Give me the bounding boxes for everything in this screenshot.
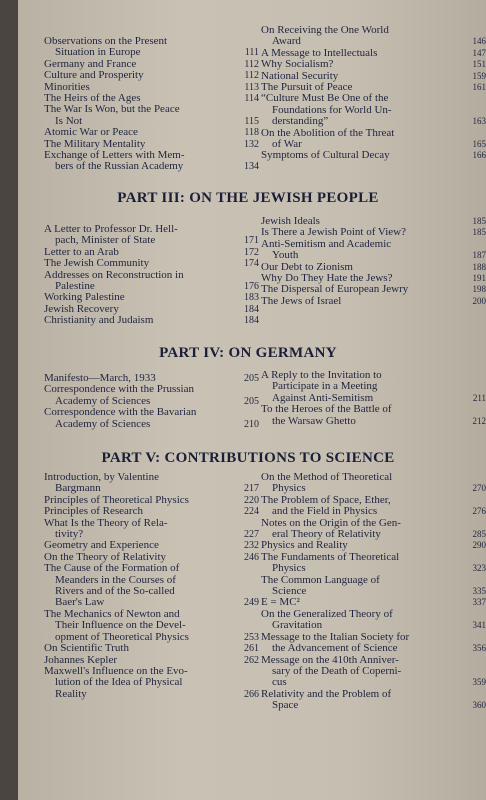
toc-entry-page-number: 249	[244, 597, 259, 609]
toc-entry	[44, 643, 259, 654]
toc-entry	[44, 315, 259, 326]
toc-entry-title: To the Heroes of the Battle of the Warsaw Ghetto	[261, 403, 392, 427]
toc-entry	[261, 370, 486, 404]
toc-entry	[261, 575, 486, 598]
toc-entry-title: The Cause of the Formation of Meanders in the Courses of Rivers and of the So-called Baer's Law	[44, 562, 180, 609]
toc-entry	[261, 25, 486, 48]
toc-entry-page-number: 212	[472, 415, 486, 426]
toc-entry-page-number: 134	[244, 161, 259, 173]
toc-entry-title: “Culture Must Be One of the Foundations for World Un- derstanding”	[261, 92, 392, 128]
toc-entry-title: Relativity and the Problem of Space	[261, 687, 392, 712]
toc-entry-title: A Message to Intellectuals	[261, 46, 378, 59]
toc-entry-page-number: 270	[472, 483, 486, 494]
toc-entry-page-number: 176	[244, 281, 259, 293]
toc-entry-page-number: 114	[244, 93, 259, 105]
toc-entry-title: Physics and Reality	[261, 539, 348, 552]
toc-column-left	[44, 373, 259, 430]
toc-entry-title: Jewish Recovery	[44, 302, 119, 315]
toc-entry-title: Minorities	[44, 80, 90, 93]
toc-entry	[44, 104, 259, 127]
toc-entry-title: Correspondence with the Bavarian Academy of Sciences	[44, 406, 197, 430]
toc-entry-page-number: 165	[472, 139, 486, 150]
toc-entry-page-number: 191	[472, 273, 486, 284]
toc-entry-title: Manifesto—March, 1933	[44, 372, 156, 384]
toc-entry	[261, 609, 486, 632]
toc-entry-page-number: 172	[244, 246, 259, 258]
book-page	[18, 0, 486, 800]
toc-column-left	[44, 224, 259, 327]
toc-entry-title: Why Do They Hate the Jews?	[261, 272, 393, 285]
toc-entry-title: On the Theory of Relativity	[44, 550, 166, 563]
toc-entry	[261, 655, 486, 689]
toc-entry-title: Christianity and Judaism	[44, 314, 154, 327]
toc-entry-page-number: 211	[472, 392, 486, 403]
toc-entry-title: E = MC²	[261, 596, 300, 609]
toc-entry	[44, 270, 259, 293]
toc-entry	[44, 224, 259, 247]
toc-entry	[261, 93, 486, 127]
toc-entry-title: The Dispersal of European Jewry	[261, 283, 409, 296]
toc-entry	[44, 36, 259, 59]
toc-entry	[44, 518, 259, 541]
toc-entry-page-number: 163	[472, 116, 486, 127]
toc-entry-title: The Military Mentality	[44, 137, 146, 150]
part-heading: PART IV: ON GERMANY	[159, 345, 337, 361]
toc-entry-page-number: 174	[244, 258, 259, 270]
toc-entry-title: The Heirs of the Ages	[44, 92, 141, 105]
toc-entry-page-number: 323	[472, 563, 486, 574]
toc-entry-title: Geometry and Experience	[44, 539, 159, 552]
toc-entry-page-number: 276	[472, 506, 486, 517]
toc-entry-page-number: 217	[244, 483, 259, 495]
toc-entry-title: On the Generalized Theory of Gravitation	[261, 607, 393, 632]
toc-entry-page-number: 171	[244, 235, 259, 247]
toc-entry-title: What Is the Theory of Rela- tivity?	[44, 516, 168, 541]
toc-entry-page-number: 132	[244, 138, 259, 150]
toc-entry	[261, 632, 486, 655]
toc-entry-page-number: 359	[472, 677, 486, 688]
toc-entry	[261, 689, 486, 712]
toc-entry	[44, 563, 259, 609]
toc-entry-page-number: 261	[244, 643, 259, 655]
toc-entry-page-number: 115	[244, 115, 259, 127]
toc-entry	[261, 518, 486, 541]
toc-entry-title: Correspondence with the Prussian Academy of Sciences	[44, 383, 194, 407]
toc-entry-page-number: 200	[472, 295, 486, 306]
toc-entry-page-number: 253	[244, 631, 259, 643]
toc-entry-page-number: 188	[472, 261, 486, 272]
toc-entry-title: The Jews of Israel	[261, 294, 342, 307]
toc-entry-title: Culture and Prosperity	[44, 69, 144, 82]
toc-entry-page-number: 210	[244, 418, 259, 430]
toc-entry	[261, 59, 486, 70]
toc-entry-page-number: 227	[244, 529, 259, 541]
toc-entry-title: The Mechanics of Newton and Their Influence on the Devel- opment of Theoretical Physics	[44, 607, 189, 643]
toc-entry-page-number: 224	[244, 506, 259, 518]
toc-entry-page-number: 360	[472, 700, 486, 711]
toc-entry	[261, 128, 486, 151]
toc-entry-title: Principles of Theoretical Physics	[44, 493, 189, 506]
toc-entry-page-number: 335	[472, 586, 486, 597]
toc-entry-page-number: 341	[472, 620, 486, 631]
toc-entry-page-number: 147	[472, 47, 486, 58]
toc-entry-title: The Fundaments of Theoretical Physics	[261, 550, 400, 575]
toc-entry-title: On Receiving the One World Award	[261, 24, 389, 48]
part-heading: PART III: ON THE JEWISH PEOPLE	[117, 190, 379, 206]
toc-entry-title: Principles of Research	[44, 505, 143, 518]
toc-entry-page-number: 146	[472, 36, 486, 47]
toc-entry-title: Symptoms of Cultural Decay	[261, 149, 390, 162]
toc-entry-title: The Problem of Space, Ether, and the Field in Physics	[261, 493, 391, 518]
toc-entry-page-number: 185	[472, 227, 486, 238]
toc-entry-page-number: 111	[244, 47, 259, 59]
toc-entry-page-number: 187	[472, 250, 486, 261]
toc-column-left	[44, 36, 259, 173]
toc-entry-title: Jewish Ideals	[261, 215, 320, 227]
toc-entry	[44, 666, 259, 700]
toc-entry-page-number: 198	[472, 284, 486, 295]
toc-entry-page-number: 166	[472, 150, 486, 161]
toc-entry-title: A Reply to the Invitation to Participate in a Meeting Against Anti-Semitism	[261, 369, 382, 404]
toc-entry	[44, 384, 259, 407]
toc-entry	[44, 127, 259, 138]
toc-entry-title: Addresses on Reconstruction in Palestine	[44, 268, 184, 293]
toc-entry-title: National Security	[261, 69, 339, 82]
toc-entry-page-number: 113	[244, 81, 259, 93]
toc-entry-title: A Letter to Professor Dr. Hell- pach, Minister of State	[44, 223, 178, 247]
toc-entry-page-number: 118	[244, 127, 259, 139]
toc-entry-page-number: 184	[244, 315, 259, 327]
toc-entry-title: On the Method of Theoretical Physics	[261, 471, 393, 495]
toc-column-right	[261, 370, 486, 427]
toc-column-left	[44, 472, 259, 700]
toc-entry-page-number: 246	[244, 551, 259, 563]
toc-entry-title: Exchange of Letters with Mem- bers of the Russian Academy	[44, 149, 185, 173]
toc-entry	[44, 150, 259, 173]
toc-entry	[261, 472, 486, 495]
toc-entry-title: Anti-Semitism and Academic Youth	[261, 237, 392, 262]
toc-column-right	[261, 472, 486, 712]
part-heading: PART V: CONTRIBUTIONS TO SCIENCE	[101, 450, 395, 466]
toc-entry-page-number: 262	[244, 654, 259, 666]
toc-entry-page-number: 185	[472, 216, 486, 226]
toc-entry	[44, 70, 259, 81]
toc-entry-title: Atomic War or Peace	[44, 126, 138, 139]
toc-entry	[44, 506, 259, 517]
toc-entry-page-number: 290	[472, 540, 486, 551]
toc-entry-page-number: 183	[244, 292, 259, 304]
toc-entry-page-number: 112	[244, 58, 259, 70]
toc-entry-title: The Pursuit of Peace	[261, 81, 353, 94]
toc-entry	[44, 472, 259, 495]
toc-entry-title: Is There a Jewish Point of View?	[261, 226, 406, 239]
toc-entry	[261, 552, 486, 575]
toc-entry-title: Germany and France	[44, 57, 137, 70]
toc-entry-title: Letter to an Arab	[44, 245, 119, 258]
toc-entry	[261, 296, 486, 307]
toc-entry	[261, 495, 486, 518]
toc-entry	[261, 404, 486, 427]
toc-entry-page-number: 205	[244, 373, 259, 384]
toc-entry-title: Johannes Kepler	[44, 653, 118, 666]
toc-entry-page-number: 184	[244, 303, 259, 315]
toc-entry-title: On the Abolition of the Threat of War	[261, 126, 395, 151]
toc-entry-page-number: 159	[472, 70, 486, 81]
toc-entry-page-number: 266	[244, 688, 259, 700]
toc-entry-page-number: 161	[472, 82, 486, 93]
toc-entry-title: On Scientific Truth	[44, 642, 129, 655]
toc-entry-title: The Common Language of Science	[261, 573, 380, 598]
toc-entry	[44, 258, 259, 269]
toc-entry-title: Why Socialism?	[261, 58, 334, 71]
toc-entry-title: Observations on the Present Situation in Europe	[44, 35, 168, 59]
toc-entry-page-number: 205	[244, 395, 259, 407]
toc-entry	[44, 407, 259, 430]
toc-entry-title: Message on the 410th Anniver- sary of the Death of Coperni- cus	[261, 653, 402, 689]
toc-entry-page-number: 112	[244, 70, 259, 82]
toc-entry-page-number: 285	[472, 529, 486, 540]
toc-column-right	[261, 216, 486, 307]
toc-entry-page-number: 220	[244, 494, 259, 506]
toc-entry-title: Introduction, by Valentine Bargmann	[44, 471, 159, 495]
toc-entry-title: Maxwell's Influence on the Evo- lution of the Idea of Physical Reality	[44, 664, 188, 700]
toc-entry	[44, 609, 259, 643]
toc-entry-title: Message to the Italian Society for the Advancement of Science	[261, 630, 410, 655]
toc-entry	[261, 239, 486, 262]
toc-entry-page-number: 337	[472, 597, 486, 608]
toc-entry-title: Notes on the Origin of the Gen- eral Theory of Relativity	[261, 516, 401, 541]
toc-entry-title: Working Palestine	[44, 291, 125, 304]
toc-entry-title: The War Is Won, but the Peace Is Not	[44, 103, 180, 127]
toc-entry-page-number: 232	[244, 540, 259, 552]
toc-column-right	[261, 25, 486, 162]
toc-entry-page-number: 356	[472, 643, 486, 654]
toc-entry-page-number: 151	[472, 59, 486, 70]
toc-entry-title: The Jewish Community	[44, 257, 150, 270]
toc-entry-title: Our Debt to Zionism	[261, 260, 353, 273]
toc-entry	[261, 150, 486, 161]
